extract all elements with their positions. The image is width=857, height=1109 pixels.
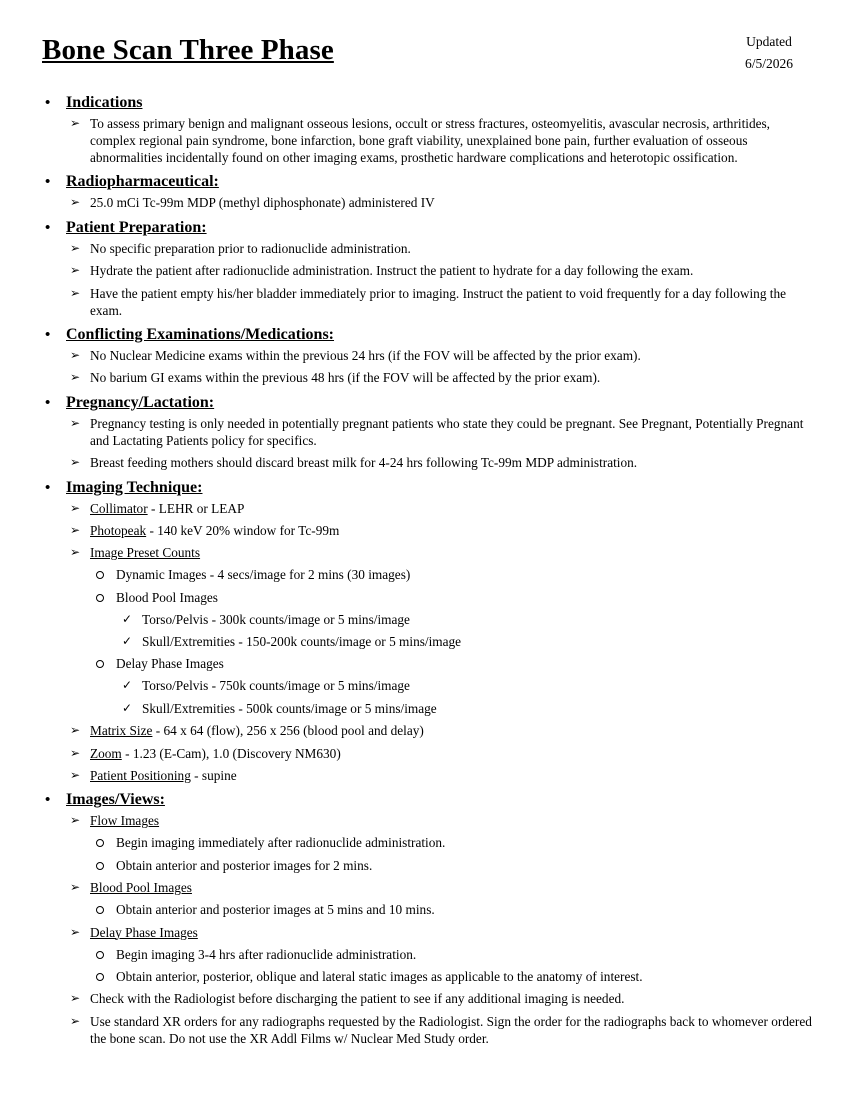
arrow-bullet-icon: ➢ bbox=[70, 545, 81, 560]
list-item-positioning bbox=[68, 767, 812, 784]
section-conflicting bbox=[42, 324, 812, 386]
sub-list-item bbox=[94, 857, 812, 874]
positioning-label: Patient Positioning bbox=[90, 768, 191, 784]
list-item-text: To assess primary benign and malignant osseous lesions, occult or stress fractures, osteomyelitis, avascular necrosis, arthritides, complex regional pain syndrome, bone infarction, bone graft viability, unexplained bone pain, further evaluation of osseous abnormalities incidentally found on other imaging exams, prosthetic hardware complications and heterotopic ossification. bbox=[90, 116, 771, 165]
zoom-value: - 1.23 (E-Cam), 1.0 (Discovery NM630) bbox=[121, 745, 341, 761]
list-item bbox=[68, 285, 812, 319]
circle-bullet-icon bbox=[96, 973, 104, 981]
list-item-check-radiologist bbox=[68, 990, 812, 1007]
list-item-xr-orders bbox=[68, 1013, 812, 1047]
arrow-bullet-icon: ➢ bbox=[70, 768, 81, 783]
collimator-label: Collimator bbox=[90, 500, 148, 516]
section-patient-preparation bbox=[42, 217, 812, 319]
list-item bbox=[68, 415, 812, 449]
updated-label: Updated bbox=[746, 34, 792, 49]
list-item-zoom bbox=[68, 745, 812, 762]
list-item bbox=[68, 369, 812, 386]
arrow-bullet-icon: ➢ bbox=[70, 240, 81, 255]
section-heading: Patient Preparation: bbox=[66, 218, 207, 236]
delay-phase-text: Delay Phase Images bbox=[116, 656, 224, 672]
list-item-collimator bbox=[68, 500, 812, 517]
arrow-bullet-icon: ➢ bbox=[70, 500, 81, 515]
arrow-bullet-icon: ➢ bbox=[70, 195, 81, 210]
list-item-matrix-size bbox=[68, 722, 812, 739]
blood-pool-text: Blood Pool Images bbox=[116, 589, 218, 605]
circle-bullet-icon bbox=[96, 951, 104, 959]
photopeak-label: Photopeak bbox=[90, 522, 147, 538]
list-item-text: 25.0 mCi Tc-99m MDP (methyl diphosphonate) administered IV bbox=[90, 195, 435, 211]
check-list-item bbox=[120, 633, 812, 650]
arrow-bullet-icon: ➢ bbox=[70, 1013, 81, 1028]
check-icon: ✓ bbox=[122, 700, 133, 715]
sub-list-item bbox=[94, 834, 812, 851]
page-title: Bone Scan Three Phase bbox=[42, 34, 334, 66]
check-list-item bbox=[120, 677, 812, 694]
arrow-bullet-icon: ➢ bbox=[70, 347, 81, 362]
check-list-text: Torso/Pelvis - 300k counts/image or 5 mins/image bbox=[142, 611, 410, 627]
list-item bbox=[68, 240, 812, 257]
arrow-bullet-icon: ➢ bbox=[70, 723, 81, 738]
list-item-delay-phase-images bbox=[68, 924, 812, 985]
section-bullet-icon: • bbox=[45, 95, 51, 111]
dynamic-images-text: Dynamic Images - 4 secs/image for 2 mins (30 images) bbox=[116, 567, 411, 583]
arrow-bullet-icon: ➢ bbox=[70, 116, 81, 130]
list-item bbox=[68, 194, 812, 211]
section-radiopharmaceutical bbox=[42, 171, 812, 211]
check-list-item bbox=[120, 611, 812, 628]
list-item-flow-images bbox=[68, 812, 812, 873]
circle-bullet-icon bbox=[96, 862, 104, 870]
arrow-bullet-icon: ➢ bbox=[70, 415, 81, 430]
arrow-bullet-icon: ➢ bbox=[70, 263, 81, 278]
check-list-text: Skull/Extremities - 150-200k counts/image or 5 mins/image bbox=[142, 634, 462, 650]
section-bullet-icon: • bbox=[45, 219, 51, 236]
section-heading: Images/Views: bbox=[66, 791, 165, 809]
preset-counts-label: Image Preset Counts bbox=[90, 545, 201, 561]
list-item bbox=[68, 262, 812, 279]
list-item-text: Pregnancy testing is only needed in potentially pregnant patients who state they could be pregnant. See Pregnant, Potentially Pregnant and Lactating Patients policy for specifics. bbox=[90, 415, 804, 448]
section-bullet-icon: • bbox=[45, 792, 51, 809]
flow-images-label: Flow Images bbox=[90, 813, 160, 829]
sub-list-item bbox=[94, 655, 812, 716]
collimator-value: - LEHR or LEAP bbox=[147, 500, 245, 516]
section-heading: Indications bbox=[66, 94, 143, 111]
blood-pool-images-label: Blood Pool Images bbox=[90, 880, 192, 896]
updated-date: 6/5/2026 bbox=[745, 56, 794, 71]
check-icon: ✓ bbox=[122, 634, 133, 649]
sub-list-item bbox=[94, 968, 812, 985]
section-pregnancy bbox=[42, 392, 812, 471]
list-item bbox=[68, 454, 812, 471]
circle-bullet-icon bbox=[96, 660, 104, 668]
check-icon: ✓ bbox=[122, 678, 133, 693]
list-item-text: Check with the Radiologist before discharging the patient to see if any additional imaging is needed. bbox=[90, 991, 625, 1007]
list-item-photopeak bbox=[68, 522, 812, 539]
arrow-bullet-icon: ➢ bbox=[70, 285, 81, 300]
check-list-text: Skull/Extremities - 500k counts/image or 5 mins/image bbox=[142, 700, 437, 716]
list-item bbox=[68, 347, 812, 364]
check-list-item bbox=[120, 700, 812, 717]
check-list-text: Torso/Pelvis - 750k counts/image or 5 mins/image bbox=[142, 678, 410, 694]
section-heading: Radiopharmaceutical: bbox=[66, 173, 219, 191]
arrow-bullet-icon: ➢ bbox=[70, 455, 81, 470]
updated-block bbox=[745, 31, 793, 75]
section-images-views bbox=[42, 789, 812, 1046]
sub-list-text: Begin imaging immediately after radionuclide administration. bbox=[116, 835, 446, 851]
section-heading: Pregnancy/Lactation: bbox=[66, 393, 215, 411]
document-body bbox=[42, 92, 812, 1052]
circle-bullet-icon bbox=[96, 594, 104, 602]
section-heading: Conflicting Examinations/Medications: bbox=[66, 325, 335, 343]
sub-list-item bbox=[94, 566, 812, 583]
list-item-text: No barium GI exams within the previous 48 hrs (if the FOV will be affected by the prior exam). bbox=[90, 370, 601, 386]
section-imaging-technique bbox=[42, 477, 812, 785]
section-heading: Imaging Technique: bbox=[66, 478, 203, 496]
positioning-value: - supine bbox=[190, 768, 237, 784]
zoom-label: Zoom bbox=[90, 745, 122, 761]
list-item-text: Have the patient empty his/her bladder immediately prior to imaging. Instruct the patient to void frequently for a day following the exam. bbox=[90, 285, 787, 318]
section-bullet-icon: • bbox=[45, 326, 51, 343]
circle-bullet-icon bbox=[96, 839, 104, 847]
sub-list-item bbox=[94, 589, 812, 650]
sub-list-text: Obtain anterior and posterior images at 5 mins and 10 mins. bbox=[116, 902, 435, 918]
arrow-bullet-icon: ➢ bbox=[70, 991, 81, 1006]
check-icon: ✓ bbox=[122, 611, 133, 626]
arrow-bullet-icon: ➢ bbox=[70, 370, 81, 385]
arrow-bullet-icon: ➢ bbox=[70, 522, 81, 537]
arrow-bullet-icon: ➢ bbox=[70, 880, 81, 895]
section-bullet-icon: • bbox=[45, 394, 51, 411]
list-item-preset-counts bbox=[68, 544, 812, 717]
section-bullet-icon: • bbox=[45, 479, 51, 496]
arrow-bullet-icon: ➢ bbox=[70, 813, 81, 828]
photopeak-value: - 140 keV 20% window for Tc-99m bbox=[146, 522, 340, 538]
section-indications bbox=[42, 92, 812, 166]
sub-list-text: Begin imaging 3-4 hrs after radionuclide administration. bbox=[116, 946, 417, 962]
sub-list-item bbox=[94, 901, 812, 918]
list-item-text: Breast feeding mothers should discard breast milk for 4-24 hrs following Tc-99m MDP administration. bbox=[90, 455, 638, 471]
list-item-text: No specific preparation prior to radionuclide administration. bbox=[90, 240, 411, 256]
section-bullet-icon: • bbox=[45, 174, 51, 191]
sub-list-text: Obtain anterior and posterior images for 2 mins. bbox=[116, 857, 373, 873]
sub-list-text: Obtain anterior, posterior, oblique and lateral static images as applicable to the anatomy of interest. bbox=[116, 968, 643, 984]
arrow-bullet-icon: ➢ bbox=[70, 924, 81, 939]
matrix-size-label: Matrix Size bbox=[90, 723, 153, 739]
list-item-text: No Nuclear Medicine exams within the previous 24 hrs (if the FOV will be affected by the prior exam). bbox=[90, 347, 641, 363]
delay-phase-images-label: Delay Phase Images bbox=[90, 924, 198, 940]
arrow-bullet-icon: ➢ bbox=[70, 745, 81, 760]
list-item-text: Use standard XR orders for any radiographs requested by the Radiologist. Sign the order for the radiographs back to whomever ordered the bone scan. Do not use the XR Addl Films w/ Nuclear Med Study order. bbox=[90, 1013, 812, 1046]
sub-list-item bbox=[94, 946, 812, 963]
list-item bbox=[68, 115, 812, 166]
circle-bullet-icon bbox=[96, 571, 104, 579]
list-item-text: Hydrate the patient after radionuclide administration. Instruct the patient to hydrate for a day following the exam. bbox=[90, 263, 694, 279]
list-item-blood-pool-images bbox=[68, 879, 812, 918]
circle-bullet-icon bbox=[96, 906, 104, 914]
matrix-size-value: - 64 x 64 (flow), 256 x 256 (blood pool and delay) bbox=[152, 723, 424, 739]
